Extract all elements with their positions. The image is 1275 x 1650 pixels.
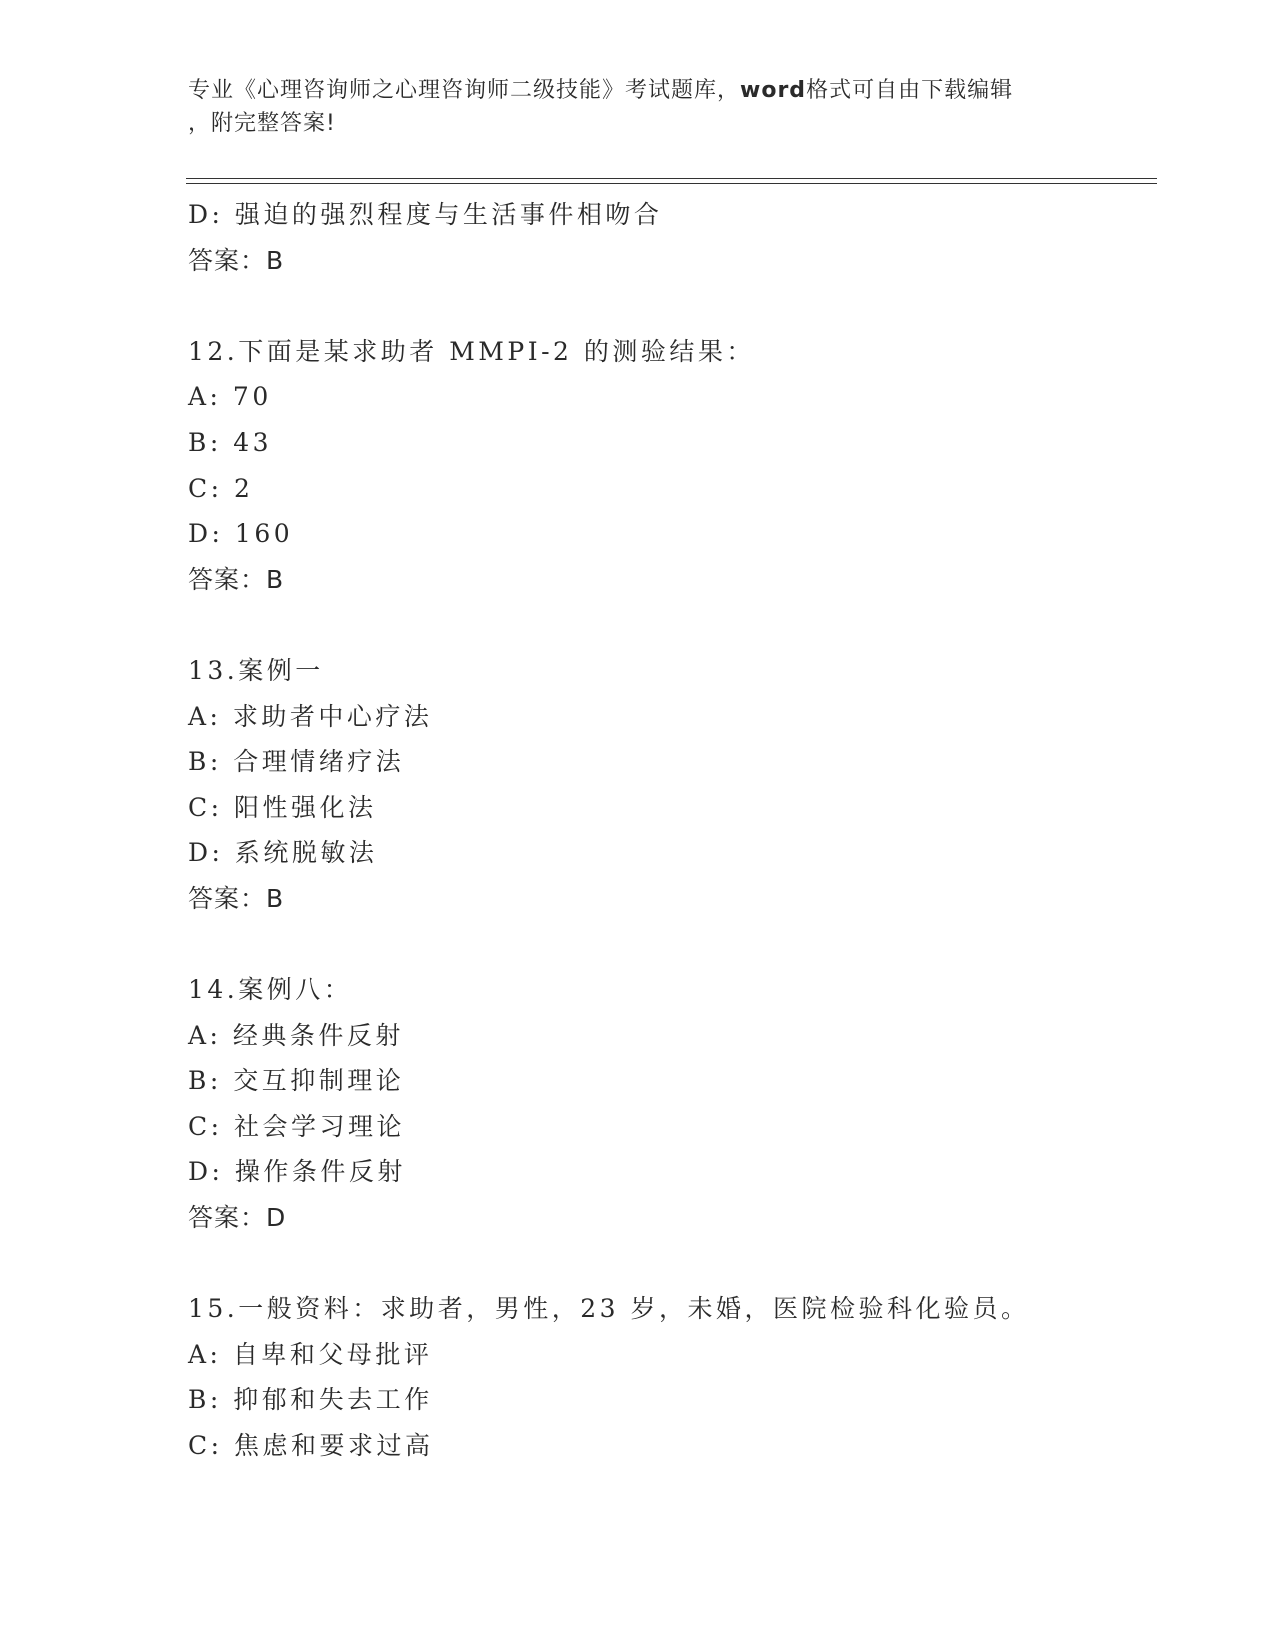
header-line-2: ，附完整答案!	[188, 111, 336, 136]
option-d: D: 系统脱敏法	[188, 838, 378, 868]
option-d: D: 操作条件反射	[188, 1157, 406, 1187]
option-c: C: 焦虑和要求过高	[188, 1431, 434, 1461]
question-12	[188, 329, 1148, 603]
question-fragment-11	[188, 192, 1148, 283]
option-d: D: 160	[188, 519, 294, 549]
answer-line: 答案：D	[188, 1203, 287, 1233]
header-title-suffix: 格式可自由下载编辑	[806, 78, 1014, 103]
header-line-1	[188, 74, 1088, 107]
option-c: C: 2	[188, 473, 254, 503]
question-stem: 13.案例一	[188, 655, 324, 685]
header-title-prefix: 专业《心理咨询师之心理咨询师二级技能》考试题库，	[188, 78, 741, 103]
option-c: C: 阳性强化法	[188, 792, 377, 822]
option-b: B: 合理情绪疗法	[188, 747, 405, 777]
option-a: A: 经典条件反射	[188, 1020, 404, 1050]
question-list	[188, 192, 1148, 1469]
option-a: A: 自卑和父母批评	[188, 1339, 433, 1369]
answer-line: 答案：B	[188, 245, 285, 275]
spacer	[188, 602, 1148, 648]
option-b: B: 抑郁和失去工作	[188, 1385, 433, 1415]
header-divider-top	[186, 178, 1157, 179]
question-13	[188, 648, 1148, 922]
option-a: A: 70	[188, 382, 272, 412]
question-stem: 15.一般资料：求助者，男性，23 岁，未婚，医院检验科化验员。	[188, 1294, 1030, 1324]
answer-line: 答案：B	[188, 883, 285, 913]
question-stem: 14.案例八：	[188, 975, 353, 1005]
question-15	[188, 1286, 1148, 1468]
header-divider-bottom	[186, 183, 1157, 184]
option-c: C: 社会学习理论	[188, 1111, 405, 1141]
option-b: B: 交互抑制理论	[188, 1066, 405, 1096]
option-b: B: 43	[188, 427, 273, 457]
spacer	[188, 922, 1148, 968]
spacer	[188, 283, 1148, 329]
document-header	[188, 74, 1088, 140]
option-a: A: 求助者中心疗法	[188, 701, 433, 731]
spacer	[188, 1241, 1148, 1287]
answer-line: 答案：B	[188, 564, 285, 594]
header-word-keyword: word	[740, 78, 807, 103]
question-14	[188, 967, 1148, 1241]
question-stem: 12.下面是某求助者 MMPI-2 的测验结果：	[188, 336, 755, 366]
option-d: D: 强迫的强烈程度与生活事件相吻合	[188, 200, 663, 229]
